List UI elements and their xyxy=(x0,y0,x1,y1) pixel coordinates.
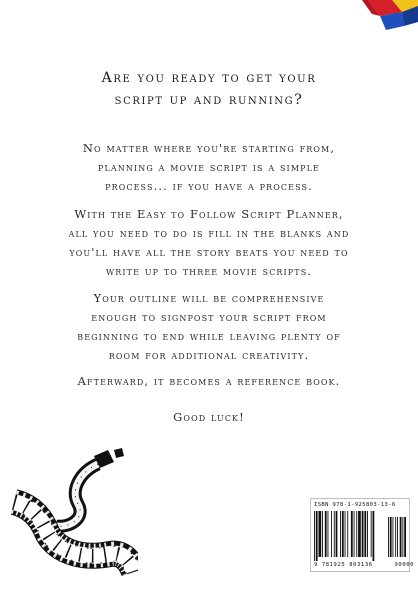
headline-line: Are you ready to get your xyxy=(101,70,317,86)
paragraph-sign-off xyxy=(0,408,418,427)
barcode-number: 9 781925 803136 xyxy=(314,562,373,568)
paragraph-line: planning a movie script is a simple xyxy=(98,160,320,174)
barcode-digits xyxy=(314,562,414,568)
headline-line: script up and running? xyxy=(114,92,304,108)
paragraph-line: process... if you have a process. xyxy=(105,179,313,193)
paragraph-planner xyxy=(0,205,418,281)
paragraph-line: write up to three movie scripts. xyxy=(105,264,313,278)
paragraph-line: Good luck! xyxy=(173,410,245,424)
isbn-label xyxy=(314,502,396,508)
toy-blocks-icon xyxy=(362,0,418,32)
paragraph-line: With the Easy to Follow Script Planner, xyxy=(74,207,344,221)
isbn-number: ISBN 978-1-925803-13-6 xyxy=(314,502,396,508)
paragraph-line: Your outline will be comprehensive xyxy=(93,291,325,305)
paragraph-line: room for additional creativity. xyxy=(108,348,310,362)
paragraph-reference xyxy=(0,372,418,391)
paragraph-line: No matter where you're starting from, xyxy=(82,141,336,155)
paragraph-line: you'll have all the story beats you need to xyxy=(69,245,349,259)
paragraph-intro xyxy=(0,139,418,196)
headline xyxy=(0,67,418,111)
barcode-icon xyxy=(314,511,406,561)
paragraph-line: enough to signpost your script from xyxy=(91,310,327,324)
paragraph-outline xyxy=(0,289,418,365)
paragraph-line: Afterward, it becomes a reference book. xyxy=(77,374,341,388)
film-strip-icon xyxy=(10,442,138,583)
paragraph-line: beginning to end while leaving plenty of xyxy=(77,329,341,343)
price-code: 90000 xyxy=(394,562,415,568)
barcode-block xyxy=(310,498,415,572)
paragraph-line: all you need to do is fill in the blanks and xyxy=(68,226,350,240)
